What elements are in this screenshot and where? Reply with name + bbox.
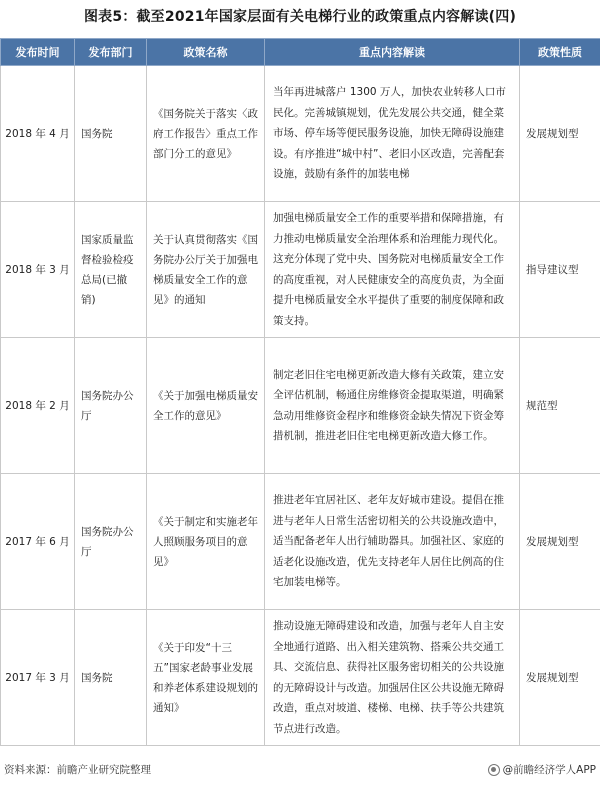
brand-text: @前瞻经济学人APP (502, 764, 596, 776)
header-date: 发布时间 (1, 39, 75, 66)
cell-type: 发展规划型 (520, 474, 600, 610)
brand-logo-icon (488, 764, 500, 776)
cell-content: 加强电梯质量安全工作的重要举措和保障措施，有力推动电梯质量安全治理体系和治理能力现代化。这充分体现了党中央、国务院对电梯质量安全工作的高度重视，对人民健康安全的高度负责，为全面提升电梯质量安全水平提供了重要的制度保障和政策支持。 (265, 202, 520, 338)
table-row (1, 202, 600, 338)
cell-date: 2018 年 2 月 (1, 338, 75, 474)
cell-policy-name: 《关于印发“十三五”国家老龄事业发展和养老体系建设规划的通知》 (147, 610, 265, 746)
cell-date: 2017 年 6 月 (1, 474, 75, 610)
cell-policy-name: 关于认真贯彻落实《国务院办公厅关于加强电梯质量安全工作的意见》的通知 (147, 202, 265, 338)
table-row (1, 474, 600, 610)
table-row (1, 610, 600, 746)
cell-type: 发展规划型 (520, 66, 600, 202)
header-policy-name: 政策名称 (147, 39, 265, 66)
cell-type: 指导建议型 (520, 202, 600, 338)
cell-date: 2018 年 4 月 (1, 66, 75, 202)
table-row (1, 66, 600, 202)
cell-dept: 国家质量监督检验检疫总局(已撤销) (75, 202, 147, 338)
cell-type: 规范型 (520, 338, 600, 474)
cell-policy-name: 《关于制定和实施老年人照顾服务项目的意见》 (147, 474, 265, 610)
cell-policy-name: 《关于加强电梯质量安全工作的意见》 (147, 338, 265, 474)
header-type: 政策性质 (520, 39, 600, 66)
cell-dept: 国务院办公厅 (75, 474, 147, 610)
cell-dept: 国务院办公厅 (75, 338, 147, 474)
cell-dept: 国务院 (75, 66, 147, 202)
source-note: 资料来源：前瞻产业研究院整理 (4, 764, 151, 776)
table-row (1, 338, 600, 474)
cell-content: 当年再进城落户 1300 万人，加快农业转移人口市民化。完善城镇规划，优先发展公共交通，健全菜市场、停车场等便民服务设施，加快无障碍设施建设。有序推进“城中村”、老旧小区改造，完善配套设施，鼓励有条件的加装电梯 (265, 66, 520, 202)
cell-dept: 国务院 (75, 610, 147, 746)
cell-date: 2018 年 3 月 (1, 202, 75, 338)
cell-content: 推动设施无障碍建设和改造，加强与老年人自主安全地通行道路、出入相关建筑物、搭乘公共交通工具、交流信息、获得社区服务密切相关的公共设施的无障碍设计与改造。加强居住区公共设施无障碍改造，重点对坡道、楼梯、电梯、扶手等公共建筑节点进行改造。 (265, 610, 520, 746)
cell-type: 发展规划型 (520, 610, 600, 746)
policy-table (0, 38, 600, 746)
header-content: 重点内容解读 (265, 39, 520, 66)
footer (0, 762, 600, 780)
header-dept: 发布部门 (75, 39, 147, 66)
cell-date: 2017 年 3 月 (1, 610, 75, 746)
page-title: 图表5：截至2021年国家层面有关电梯行业的政策重点内容解读(四) (83, 9, 517, 25)
cell-content: 推进老年宜居社区、老年友好城市建设。提倡在推进与老年人日常生活密切相关的公共设施改造中，适当配备老年人出行辅助器具。加强社区、家庭的适老化设施改造，优先支持老年人居住比例高的住宅加装电梯等。 (265, 474, 520, 610)
cell-policy-name: 《国务院关于落实〈政府工作报告〉重点工作部门分工的意见》 (147, 66, 265, 202)
table-header-row (1, 39, 600, 66)
cell-content: 制定老旧住宅电梯更新改造大修有关政策，建立安全评估机制，畅通住房维修资金提取渠道，明确紧急动用维修资金程序和维修资金缺失情况下资金筹措机制，推进老旧住宅电梯更新改造大修工作。 (265, 338, 520, 474)
brand-credit (488, 762, 596, 777)
